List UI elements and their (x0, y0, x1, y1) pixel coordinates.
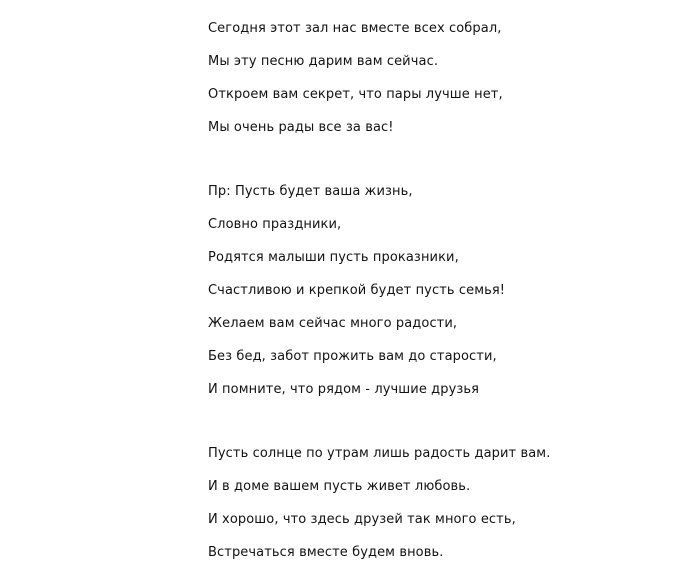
lyric-line: Без бед, забот прожить вам до старости, (208, 349, 497, 364)
lyric-line: Пусть солнце по утрам лишь радость дарит вам. (208, 446, 551, 461)
lyric-line: Мы очень рады все за вас! (208, 120, 394, 135)
lyric-line: И помните, что рядом - лучшие друзья (208, 382, 480, 397)
chorus (208, 175, 678, 406)
lyric-line: И в доме вашем пусть живет любовь. (208, 479, 471, 494)
lyric-line: Откроем вам секрет, что пары лучше нет, (208, 87, 503, 102)
lyric-line: Словно праздники, (208, 217, 342, 232)
lyric-line: Пр: Пусть будет ваша жизнь, (208, 184, 413, 199)
lyric-line: Желаем вам сейчас много радости, (208, 316, 458, 331)
lyric-line: Мы эту песню дарим вам сейчас. (208, 54, 439, 69)
lyric-line: Сегодня этот зал нас вместе всех собрал, (208, 21, 502, 36)
verse-1 (208, 12, 678, 144)
lyric-line: Счастливою и крепкой будет пусть семья! (208, 283, 506, 298)
lyric-line: И хорошо, что здесь друзей так много есть, (208, 512, 516, 527)
lyric-line: Родятся малыши пусть проказники, (208, 250, 459, 265)
verse-2 (208, 437, 678, 569)
lyric-line: Встречаться вместе будем вновь. (208, 545, 444, 560)
